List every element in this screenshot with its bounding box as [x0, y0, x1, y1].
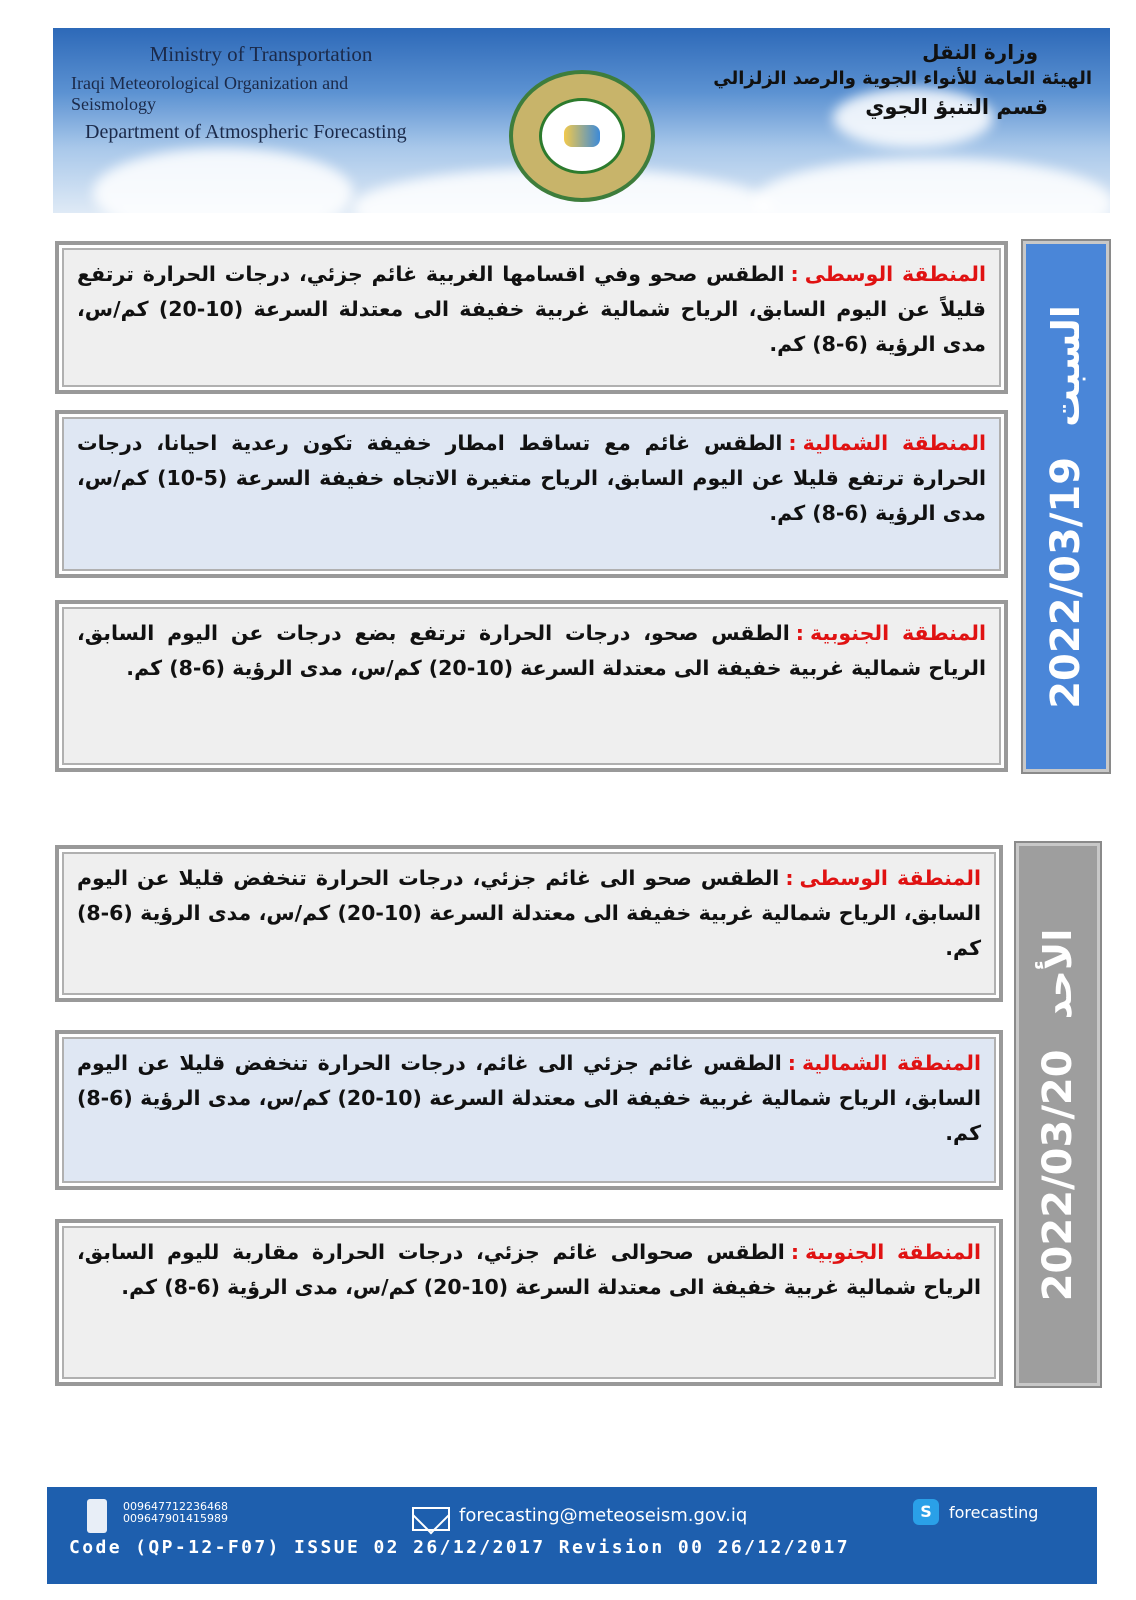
region-label: المنطقة الجنوبية: [809, 621, 986, 645]
region-forecast-text: الطقس صحوالى غائم جزئي، درجات الحرارة مقاربة لليوم السابق، الرياح شمالية غربية خفيفة الى معتدلة السرعة (10-20) كم/س، مدى الرؤية (6-8) كم.: [77, 1240, 981, 1299]
email-link[interactable]: forecasting@meteoseism.gov.iq: [459, 1505, 748, 1526]
region-colon: :: [790, 1240, 800, 1264]
region-colon: :: [795, 621, 804, 645]
skype-icon: S: [913, 1499, 939, 1525]
region-label: المنطقة الوسطى: [804, 262, 986, 286]
forecast-day-name: الأحد: [1036, 928, 1080, 1019]
phone-number: 009647901415989: [123, 1512, 228, 1525]
region-box-south: [55, 600, 1008, 772]
region-colon: :: [788, 431, 797, 455]
region-label: المنطقة الشمالية: [802, 1051, 982, 1075]
region-forecast-text: الطقس صحو وفي اقسامها الغربية غائم جزئي، درجات الحرارة ترتفع قليلاً عن اليوم السابق، الرياح شمالية غربية خفيفة الى معتدلة السرعة (10-20) كم/س، مدى الرؤية (6-8) كم.: [77, 262, 986, 356]
region-box-north: [55, 410, 1008, 578]
day-side-panel: [1023, 241, 1109, 772]
logo-inner-ring: [539, 98, 625, 174]
organization-name-ar: الهيئة العامة للأنواء الجوية والرصد الزلزالي: [713, 68, 1092, 89]
organization-name-en: Iraqi Meteorological Organization and Seismology: [71, 73, 349, 114]
forecast-date: 2022/03/19: [1043, 456, 1089, 709]
day-side-panel: [1016, 843, 1100, 1386]
phone-numbers: [123, 1501, 228, 1525]
ministry-name-en: Ministry of Transportation: [149, 42, 373, 66]
department-name-en: Department of Atmospheric Forecasting: [85, 121, 407, 143]
region-forecast-text: الطقس صحو، درجات الحرارة ترتفع بضع درجات عن اليوم السابق، الرياح شمالية غربية خفيفة الى معتدلة السرعة (10-20) كم/س، مدى الرؤية (6-8) كم.: [77, 621, 986, 680]
organization-logo: [509, 70, 655, 202]
region-box-central: [55, 845, 1003, 1002]
header-english: [71, 42, 431, 144]
region-forecast-text: الطقس صحو الى غائم جزئي، درجات الحرارة تنخفض قليلا عن اليوم السابق، الرياح شمالية غربية خفيفة الى معتدلة السرعة (10-20) كم/س، مدى الرؤية (6-8) كم.: [77, 866, 981, 960]
forecast-date: 2022/03/20: [1035, 1048, 1081, 1301]
region-colon: :: [787, 1051, 796, 1075]
phone-icon: [87, 1499, 107, 1533]
footer-bar: [47, 1487, 1097, 1584]
region-colon: :: [785, 866, 794, 890]
region-label: المنطقة الجنوبية: [805, 1240, 981, 1264]
region-label: المنطقة الوسطى: [799, 866, 981, 890]
region-label: المنطقة الشمالية: [802, 431, 986, 455]
cloud-decoration: [93, 148, 353, 213]
ministry-name-ar: وزارة النقل: [922, 40, 1038, 64]
header-banner: [53, 28, 1110, 213]
cloud-decoration: [753, 158, 1110, 213]
department-name-ar: قسم التنبؤ الجوي: [865, 95, 1048, 119]
region-box-south: [55, 1219, 1003, 1386]
header-arabic: [672, 40, 1092, 119]
region-box-north: [55, 1030, 1003, 1190]
logo-cloud-icon: [564, 125, 600, 147]
region-forecast-text: الطقس غائم مع تساقط امطار خفيفة تكون رعدية احيانا، درجات الحرارة ترتفع قليلا عن اليوم السابق، الرياح متغيرة الاتجاه خفيفة السرعة (5-10) كم/س، مدى الرؤية (6-8) كم.: [77, 431, 986, 525]
region-box-central: [55, 241, 1008, 394]
document-code: Code (QP-12-F07) ISSUE 02 26/12/2017 Revision 00 26/12/2017: [69, 1537, 850, 1558]
skype-handle[interactable]: forecasting: [949, 1503, 1039, 1522]
forecast-day-name: السبت: [1044, 304, 1088, 427]
envelope-icon: [412, 1507, 450, 1531]
region-forecast-text: الطقس غائم جزئي الى غائم، درجات الحرارة تنخفض قليلا عن اليوم السابق، الرياح شمالية غربية خفيفة الى معتدلة السرعة (10-20) كم/س، مدى الرؤية (6-8) كم.: [77, 1051, 981, 1145]
phone-number: 009647712236468: [123, 1500, 228, 1513]
region-colon: :: [790, 262, 799, 286]
